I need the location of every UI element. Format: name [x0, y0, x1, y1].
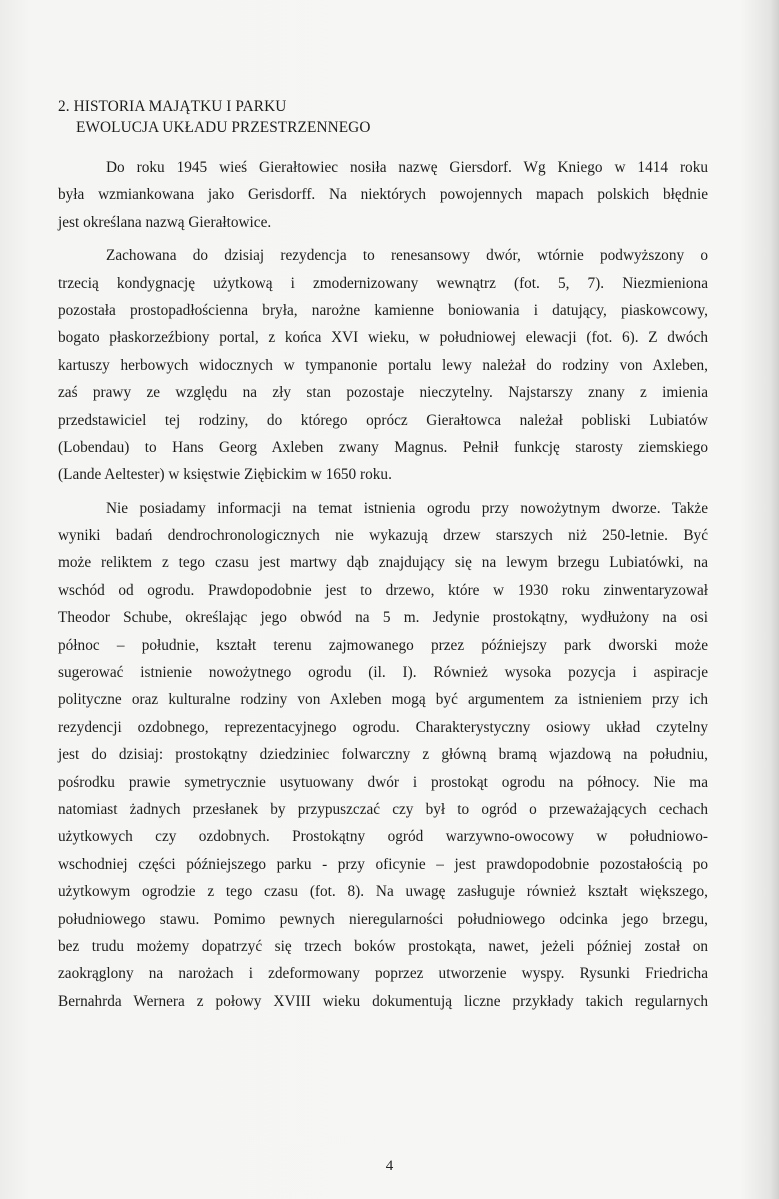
text-line: polityczne oraz kulturalne rodziny von Axleben mogą być argumentem za istnieniem przy ich — [58, 691, 708, 709]
text-line: natomiast żadnych przesłanek by przypuszczać czy był to ogród o przeważających cechach — [58, 800, 708, 818]
text-line: Zachowana do dzisiaj rezydencja to renesansowy dwór, wtórnie podwyższony o — [106, 247, 708, 265]
text-line: może reliktem z tego czasu jest martwy dąb znajdujący się na lewym brzegu Lubiatówki, na — [58, 554, 708, 572]
text-line: Theodor Schube, określając jego obwód na 5 m. Jedynie prostokątny, wydłużony na osi — [58, 609, 708, 627]
paragraph — [58, 495, 708, 1015]
text-line: użytkowych czy ozdobnych. Prostokątny ogród warzywno-owocowy w południowo- — [58, 828, 708, 846]
text-line: Do roku 1945 wieś Gierałtowiec nosiła nazwę Giersdorf. Wg Kniego w 1414 roku — [106, 159, 708, 176]
text-line: (Lobendau) to Hans Georg Axleben zwany Magnus. Pełnił funkcję starosty ziemskiego — [58, 438, 708, 456]
text-line: wschód od ogrodu. Prawdopodobnie jest to drzewo, które w 1930 roku zinwentaryzował — [58, 581, 708, 599]
text-line: Bernahrda Wernera z połowy XVIII wieku dokumentują liczne przykłady takich regularnych — [58, 992, 708, 1010]
text-line: kartuszy herbowych widocznych w tympanonie portalu lewy należał do rodziny von Axleben, — [58, 356, 708, 374]
text-line: zaś prawy ze względu na zły stan pozostaje nieczytelny. Najstarszy znany z imienia — [58, 384, 708, 402]
text-line: rezydencji ozdobnego, reprezentacyjnego ogrodu. Charakterystyczny osiowy układ czytelny — [58, 718, 708, 736]
text-line: bogato płaskorzeźbiony portal, z końca XVI wieku, w południowej elewacji (fot. 6). Z dwóch — [58, 329, 708, 347]
text-line: Nie posiadamy informacji na temat istnienia ogrodu przy nowożytnym dworze. Także — [106, 499, 708, 517]
text-line: południowego stawu. Pomimo pewnych nieregularności południowego odcinka jego brzegu, — [58, 910, 708, 928]
text-line: sugerować istnienie nowożytnego ogrodu (il. I). Również wysoka pozycja i aspiracje — [58, 664, 708, 682]
body-text — [58, 154, 708, 1021]
text-line: była wzmiankowana jako Gerisdorff. Na niektórych powojennych mapach polskich błędnie — [58, 186, 708, 204]
text-line: wschodniej części późniejszego parku - przy oficynie – jest prawdopodobnie pozostałością po — [58, 855, 708, 873]
paragraph — [58, 154, 708, 236]
text-line: pośrodku prawie symetrycznie usytuowany dwór i prostokąt ogrodu na północy. Nie ma — [58, 773, 708, 791]
paragraph — [58, 242, 708, 489]
heading-line-1: 2. HISTORIA MAJĄTKU I PARKU — [58, 98, 287, 115]
text-line: jest określana nazwą Gierałtowice. — [58, 213, 272, 231]
text-line: północ – południe, kształt terenu zajmowanego przez późniejszy park dworski może — [58, 636, 708, 654]
text-line: jest do dzisiaj: prostokątny dziedziniec folwarczny z główną bramą wjazdową na południu, — [58, 746, 708, 764]
text-line: (Lande Aeltester) w księstwie Ziębickim w 1650 roku. — [58, 466, 392, 484]
text-line: zaokrąglony na narożach i zdeformowany poprzez utworzenie wyspy. Rysunki Friedricha — [58, 965, 708, 983]
section-heading — [58, 96, 370, 138]
text-line: użytkowym ogrodzie z tego czasu (fot. 8). Na uwagę zasługuje również kształt większego, — [58, 883, 708, 901]
text-line: przedstawiciel tej rodziny, do którego oprócz Gierałtowca należał pobliski Lubiatów — [58, 411, 708, 429]
text-line: wyniki badań dendrochronologicznych nie wykazują drzew starszych niż 250-letnie. Być — [58, 527, 708, 545]
page-number: 4 — [385, 1158, 394, 1174]
text-line: bez trudu możemy dopatrzyć się trzech boków prostokąta, nawet, jeżeli później został on — [58, 937, 708, 955]
heading-line-2: EWOLUCJA UKŁADU PRZESTRZENNEGO — [76, 119, 371, 136]
text-line: trzecią kondygnację użytkową i zmodernizowany wewnątrz (fot. 5, 7). Niezmieniona — [58, 274, 708, 292]
text-line: pozostała prostopadłościenna bryła, narożne kamienne boniowania i datujący, piaskowcowy, — [58, 301, 708, 319]
